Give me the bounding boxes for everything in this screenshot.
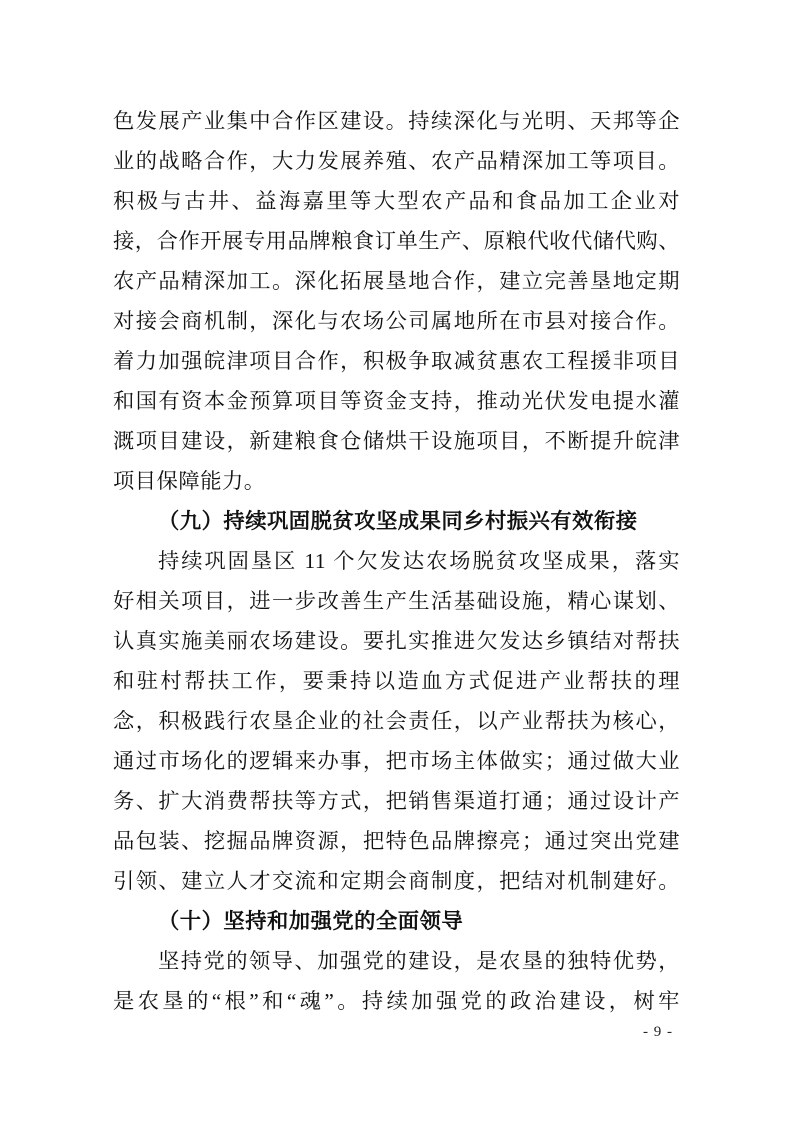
text-line: 接，合作开展专用品牌粮食订单生产、原粮代收代储代购、 [113,229,680,253]
page-number: - 9 - [643,1024,673,1040]
text-line: 坚持党的领导、加强党的建设，是农垦的独特优势， [158,949,680,973]
section-heading: （九）持续巩固脱贫攻坚成果同乡村振兴有效衔接 [158,509,638,533]
text-line: 业的战略合作，大力发展养殖、农产品精深加工等项目。 [113,149,680,173]
text-line: 引领、建立人才交流和定期会商制度，把结对机制建好。 [113,869,680,893]
text-line: 品包装、挖掘品牌资源，把特色品牌擦亮；通过突出党建 [113,829,680,853]
text-line: 色发展产业集中合作区建设。持续深化与光明、天邦等企 [113,109,680,133]
text-content [113,101,680,1021]
text-line: 务、扩大消费帮扶等方式，把销售渠道打通；通过设计产 [113,789,680,813]
text-line: 着力加强皖津项目合作，积极争取减贫惠农工程援非项目 [113,349,680,373]
text-line: 好相关项目，进一步改善生产生活基础设施，精心谋划、 [113,589,680,613]
text-line: 持续巩固垦区 11 个欠发达农场脱贫攻坚成果，落实 [158,549,680,573]
text-line: 项目保障能力。 [113,469,266,493]
text-line: 溉项目建设，新建粮食仓储烘干设施项目，不断提升皖津 [113,429,680,453]
text-line: 通过市场化的逻辑来办事，把市场主体做实；通过做大业 [113,749,680,773]
text-line: 是农垦的“根”和“魂”。持续加强党的政治建设，树牢 [113,989,680,1013]
text-line: 和国有资本金预算项目等资金支持，推动光伏发电提水灌 [113,389,680,413]
section-heading: （十）坚持和加强党的全面领导 [158,909,464,933]
text-line: 念，积极践行农垦企业的社会责任，以产业帮扶为核心， [113,709,680,733]
text-line: 农产品精深加工。深化拓展垦地合作，建立完善垦地定期 [113,269,680,293]
text-line: 积极与古井、益海嘉里等大型农产品和食品加工企业对 [113,189,680,213]
text-line: 和驻村帮扶工作，要秉持以造血方式促进产业帮扶的理 [113,669,680,693]
text-line: 认真实施美丽农场建设。要扎实推进欠发达乡镇结对帮扶 [113,629,680,653]
text-line: 对接会商机制，深化与农场公司属地所在市县对接合作。 [113,309,680,333]
